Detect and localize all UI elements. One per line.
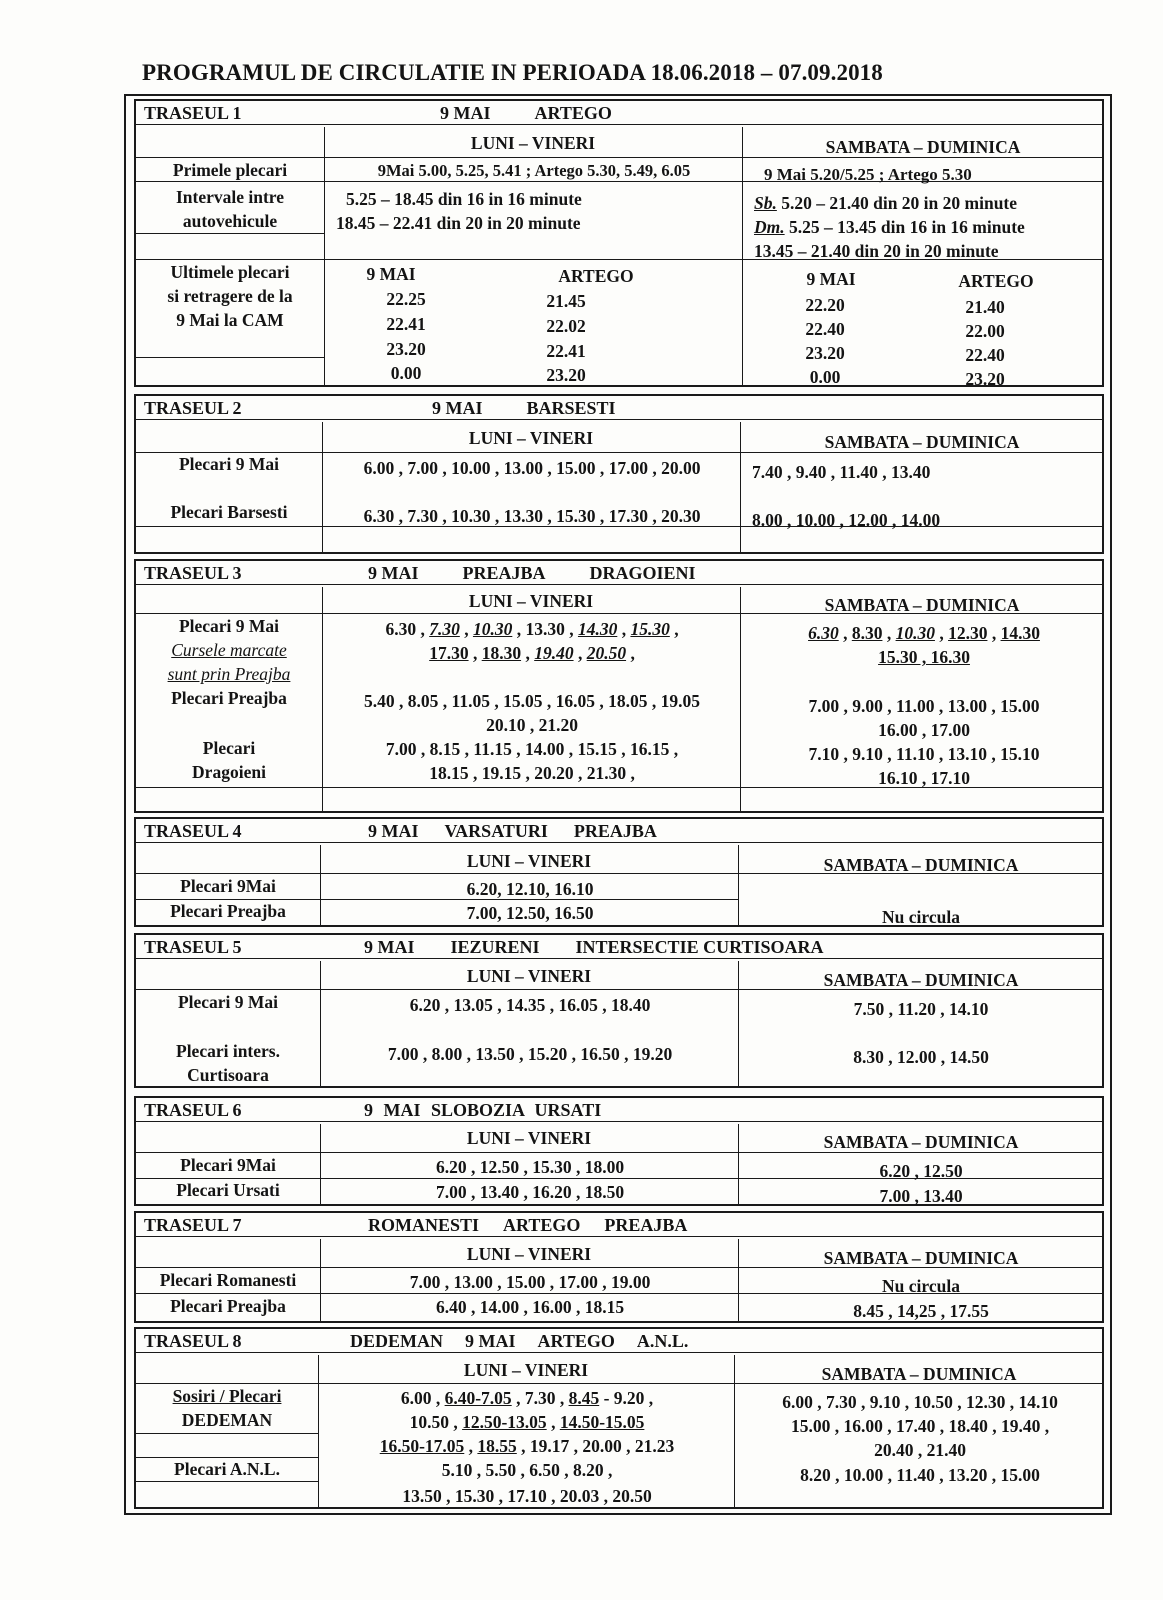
- departures-label: Curtisoara: [187, 1065, 269, 1085]
- departures-label: Plecari 9Mai: [180, 1155, 276, 1175]
- interval-weekend-sunday: [754, 215, 1025, 239]
- interval-weekdays: 18.45 – 22.41 din 20 in 20 minute: [336, 213, 581, 233]
- time-cell: 22.25: [386, 289, 426, 309]
- weekdays-heading: LUNI – VINERI: [466, 851, 592, 871]
- last-departures-label: si retragere de la: [167, 286, 293, 306]
- route-stop: 9 MAI: [465, 1331, 516, 1351]
- route-5-name: TRASEUL 5: [144, 937, 242, 957]
- departures-label: Dragoieni: [192, 762, 266, 782]
- time-cell: 23.20: [965, 369, 1005, 389]
- departures-weekend: 7.00 , 13.40: [879, 1186, 963, 1206]
- route-stop: ARTEGO: [503, 1215, 581, 1235]
- weekend-heading: SAMBATA – DUMINICA: [825, 137, 1021, 157]
- departures-weekdays: 7.00, 12.50, 16.50: [466, 903, 594, 923]
- time-via-preajba: 20.50: [586, 643, 627, 663]
- route-4-header: [136, 819, 1102, 843]
- saturday-abbrev: Sb.: [754, 193, 777, 213]
- departures-weekdays: 7.00 , 13.00 , 15.00 , 17.00 , 19.00: [409, 1272, 651, 1292]
- departures-weekend: 7.40 , 9.40 , 11.40 , 13.40: [752, 462, 931, 482]
- weekdays-heading: LUNI – VINERI: [463, 1360, 589, 1380]
- last-departures-label: 9 Mai la CAM: [176, 310, 284, 330]
- time-cell: 21.45: [546, 291, 586, 311]
- weekend-heading: SAMBATA – DUMINICA: [824, 595, 1020, 615]
- time-cell: 23.20: [546, 365, 586, 385]
- departures-label: Plecari Preajba: [170, 901, 286, 921]
- departures-label: DEDEMAN: [181, 1410, 273, 1430]
- first-departures-label: Primele plecari: [172, 160, 288, 180]
- route-stop: DRAGOIENI: [589, 563, 696, 583]
- route-stop: A.N.L.: [636, 1331, 689, 1351]
- time: 7.30: [524, 1388, 556, 1408]
- departures-weekdays: 10.50 , 12.50-13.05 , 14.50-15.05: [409, 1412, 645, 1432]
- route-stop: IEZURENI: [450, 937, 540, 957]
- weekend-heading: SAMBATA – DUMINICA: [824, 432, 1020, 452]
- time-cell: 22.40: [965, 345, 1005, 365]
- departures-weekend: 8.00 , 10.00 , 12.00 , 14.00: [752, 510, 941, 530]
- interval-weekend-sunday: 13.45 – 21.40 din 20 in 20 minute: [754, 241, 999, 261]
- time-cell: 22.41: [386, 314, 426, 334]
- route-8-header: [136, 1329, 1102, 1353]
- departures-weekdays: 6.20 , 12.50 , 15.30 , 18.00: [435, 1157, 625, 1177]
- time-via-preajba: 19.40: [534, 643, 574, 663]
- route-1-table: [134, 99, 1104, 387]
- departures-label: Plecari 9 Mai: [178, 454, 280, 474]
- route-stop: ROMANESTI: [368, 1215, 480, 1235]
- time-via-preajba: 8.30: [851, 623, 883, 643]
- weekdays-heading: LUNI – VINERI: [466, 966, 592, 986]
- time-range: 12.50-13.05: [462, 1412, 547, 1432]
- departures-weekdays: 20.10 , 21.20: [486, 715, 578, 735]
- time-cell: 22.20: [805, 295, 845, 315]
- departures-weekend: 8.45 , 14,25 , 17.55: [853, 1301, 989, 1321]
- weekdays-heading: LUNI – VINERI: [466, 1128, 592, 1148]
- time-via-preajba: 7.30: [429, 619, 460, 639]
- time-cell: 22.40: [805, 319, 845, 339]
- route-2-name: TRASEUL 2: [144, 398, 242, 418]
- departures-weekdays: 6.40 , 14.00 , 16.00 , 18.15: [435, 1297, 625, 1317]
- departures-weekdays: 6.00 , 7.00 , 10.00 , 13.00 , 15.00 , 17.00 , 20.00: [363, 458, 701, 478]
- time: 8.45: [568, 1388, 600, 1408]
- time-via-preajba: 17.30: [429, 643, 469, 663]
- departures-weekdays: 6.20, 12.10, 16.10: [466, 879, 594, 899]
- route-3-stops: [368, 562, 740, 584]
- route-7-name: TRASEUL 7: [144, 1215, 242, 1235]
- no-service-weekend: Nu circula: [882, 907, 960, 927]
- departures-weekdays: 6.20 , 13.05 , 14.35 , 16.05 , 18.40: [409, 995, 651, 1015]
- column-artego: ARTEGO: [958, 271, 1034, 291]
- departures-weekdays: 6.00 , 6.40-7.05 , 7.30 , 8.45 - 9.20 ,: [400, 1388, 654, 1408]
- route-5-stops: [364, 936, 867, 958]
- time-via-preajba: 14.30: [1000, 623, 1040, 643]
- time-cell: 21.40: [965, 297, 1005, 317]
- time-via-preajba: 10.30: [895, 623, 935, 643]
- first-departures-weekdays: 9Mai 5.00, 5.25, 5.41 ; Artego 5.30, 5.49, 6.05: [377, 161, 691, 180]
- departures-weekend: 16.00 , 17.00: [878, 720, 970, 740]
- route-6-stops: [364, 1099, 645, 1121]
- departures-weekdays: 6.30 , 7.30 , 10.30 , 13.30 , 14.30 , 15.30 ,: [385, 619, 679, 639]
- departures-weekdays: 7.00 , 8.00 , 13.50 , 15.20 , 16.50 , 19.20: [387, 1044, 673, 1064]
- departures-weekdays: 13.50 , 15.30 , 17.10 , 20.03 , 20.50: [402, 1486, 652, 1506]
- departures-weekend: 6.30 , 8.30 , 10.30 , 12.30 , 14.30: [808, 623, 1040, 643]
- sunday-abbrev: Dm.: [754, 217, 785, 237]
- interval-label: autovehicule: [182, 211, 278, 231]
- route-stop: PREAJBA: [604, 1215, 688, 1235]
- departures-weekend: 8.30 , 12.00 , 14.50: [853, 1047, 989, 1067]
- route-7-stops: [368, 1214, 731, 1236]
- time-via-preajba: 14.30: [577, 619, 618, 639]
- route-stop: VARSATURI: [444, 821, 548, 841]
- sunday-interval: 5.25 – 13.45 din 16 in 16 minute: [784, 217, 1025, 237]
- time: 20.00: [582, 1436, 622, 1456]
- weekdays-heading: LUNI – VINERI: [468, 428, 594, 448]
- time: 6.00: [400, 1388, 432, 1408]
- route-1-name: TRASEUL 1: [144, 103, 242, 123]
- weekdays-heading: LUNI – VINERI: [468, 591, 594, 611]
- route-4-table: [134, 817, 1104, 927]
- departures-label: Plecari: [202, 738, 256, 758]
- first-departures-weekend: 9 Mai 5.20/5.25 ; Artego 5.30: [764, 165, 972, 184]
- route-6-header: [136, 1098, 1102, 1122]
- time: 13.30: [525, 619, 565, 639]
- route-stop: INTERSECTIE CURTISOARA: [575, 937, 824, 957]
- route-6-table: [134, 1096, 1104, 1206]
- departures-weekend: 16.10 , 17.10: [878, 768, 970, 788]
- departures-label: Plecari 9 Mai: [178, 616, 280, 636]
- route-stop: 9 MAI: [368, 821, 419, 841]
- time-cell: 22.02: [546, 316, 586, 336]
- time-cell: 0.00: [809, 367, 841, 387]
- route-stop: ARTEGO: [537, 1331, 615, 1351]
- interval-weekend-saturday: [754, 191, 1017, 215]
- departures-weekdays: 5.10 , 5.50 , 6.50 , 8.20 ,: [441, 1460, 613, 1480]
- route-1-stops: [440, 102, 656, 124]
- time-range: 16.50-17.05: [379, 1436, 465, 1456]
- weekend-heading: SAMBATA – DUMINICA: [823, 970, 1019, 990]
- route-stop: PREAJBA: [462, 563, 546, 583]
- time: 18.55: [477, 1436, 517, 1456]
- route-1-header: [136, 101, 1102, 125]
- route-6-name: TRASEUL 6: [144, 1100, 242, 1120]
- route-stop: 9 MAI: [368, 563, 419, 583]
- column-9-mai: 9 MAI: [366, 264, 416, 284]
- departures-label: Plecari inters.: [176, 1041, 280, 1061]
- saturday-interval: 5.20 – 21.40 din 20 in 20 minute: [776, 193, 1018, 213]
- departures-label: Plecari 9Mai: [180, 876, 276, 896]
- departures-label: Plecari Barsesti: [170, 502, 288, 522]
- departures-label: Plecari A.N.L.: [174, 1459, 280, 1479]
- route-stop: 9 MAI: [432, 398, 483, 418]
- time-cell: 23.20: [805, 343, 845, 363]
- route-stop: 9 MAI: [440, 103, 491, 123]
- departures-weekdays: 18.15 , 19.15 , 20.20 , 21.30 ,: [429, 763, 635, 783]
- time-range: 14.50-15.05: [559, 1412, 645, 1432]
- departures-label: Plecari 9 Mai: [177, 992, 279, 1012]
- route-stop: PREAJBA: [573, 821, 657, 841]
- departures-weekend: 15.00 , 16.00 , 17.40 , 18.40 , 19.40 ,: [790, 1416, 1050, 1436]
- time-cell: 0.00: [390, 363, 422, 383]
- weekdays-heading: LUNI – VINERI: [466, 1244, 592, 1264]
- route-4-stops: [368, 820, 701, 842]
- time-cell: 22.41: [546, 341, 586, 361]
- route-7-header: [136, 1213, 1102, 1237]
- no-service-weekend: Nu circula: [882, 1276, 960, 1296]
- route-8-stops: [350, 1330, 732, 1352]
- last-departures-label: Ultimele plecari: [170, 262, 290, 282]
- weekend-heading: SAMBATA – DUMINICA: [823, 1248, 1019, 1268]
- time-cell: 23.20: [386, 339, 426, 359]
- route-stop: BARSESTI: [526, 398, 616, 418]
- time-via-preajba: 10.30: [472, 619, 513, 639]
- departures-weekend: 15.30 , 16.30: [878, 647, 970, 667]
- preajba-note: Cursele marcate: [171, 640, 287, 660]
- time: 10.50: [409, 1412, 449, 1432]
- route-stop: DEDEMAN: [350, 1331, 443, 1351]
- route-stop: 9 MAI SLOBOZIA URSATI: [364, 1100, 602, 1120]
- time: 19.17: [529, 1436, 570, 1456]
- route-8-name: TRASEUL 8: [144, 1331, 242, 1351]
- departures-weekend: 6.00 , 7.30 , 9.10 , 10.50 , 12.30 , 14.10: [782, 1392, 1058, 1412]
- time-range: 6.40-7.05: [444, 1388, 512, 1408]
- preajba-note: sunt prin Preajba: [167, 664, 291, 684]
- departures-label: Plecari Romanesti: [159, 1270, 297, 1290]
- departures-weekend: 7.50 , 11.20 , 14.10: [853, 999, 989, 1019]
- time-via-preajba: 15.30: [630, 619, 670, 639]
- departures-weekend: 20.40 , 21.40: [874, 1440, 966, 1460]
- weekend-heading: SAMBATA – DUMINICA: [823, 855, 1019, 875]
- route-3-table: [134, 559, 1104, 813]
- departures-weekdays: 7.00 , 8.15 , 11.15 , 14.00 , 15.15 , 16.15 ,: [385, 739, 679, 759]
- route-2-stops: [432, 397, 660, 419]
- time-via-preajba: 6.30: [808, 623, 839, 643]
- route-5-header: [136, 935, 1102, 959]
- weekend-heading: SAMBATA – DUMINICA: [823, 1132, 1019, 1152]
- route-2-table: [134, 394, 1104, 554]
- weekend-heading: SAMBATA – DUMINICA: [821, 1364, 1017, 1384]
- route-stop: 9 MAI: [364, 937, 415, 957]
- departures-weekend: 7.00 , 9.00 , 11.00 , 13.00 , 15.00: [808, 696, 1040, 716]
- page-title: PROGRAMUL DE CIRCULATIE IN PERIOADA 18.06.2018 – 07.09.2018: [142, 60, 883, 85]
- departures-label: Sosiri / Plecari: [172, 1386, 282, 1406]
- departures-weekend: 8.20 , 10.00 , 11.40 , 13.20 , 15.00: [800, 1465, 1040, 1485]
- time: 21.23: [634, 1436, 675, 1456]
- departures-label: Plecari Preajba: [170, 1296, 286, 1316]
- route-8-table: [134, 1327, 1104, 1509]
- route-3-header: [136, 561, 1102, 585]
- weekdays-heading: LUNI – VINERI: [470, 133, 596, 153]
- interval-weekdays: 5.25 – 18.45 din 16 in 16 minute: [346, 189, 582, 209]
- time-via-preajba: 18.30: [481, 643, 522, 663]
- departures-weekdays: 7.00 , 13.40 , 16.20 , 18.50: [435, 1182, 625, 1202]
- departures-weekdays: 17.30 , 18.30 , 19.40 , 20.50 ,: [429, 643, 635, 663]
- route-5-table: [134, 933, 1104, 1088]
- departures-weekdays: 5.40 , 8.05 , 11.05 , 15.05 , 16.05 , 18.05 , 19.05: [364, 691, 700, 711]
- interval-label: Intervale intre: [175, 187, 285, 207]
- departures-label: Plecari Preajba: [171, 688, 287, 708]
- route-4-name: TRASEUL 4: [144, 821, 242, 841]
- departures-weekend: 7.10 , 9.10 , 11.10 , 13.10 , 15.10: [808, 744, 1040, 764]
- time: 9.20: [613, 1388, 645, 1408]
- route-stop: ARTEGO: [534, 103, 612, 123]
- time-via-preajba: 12.30: [948, 623, 988, 643]
- departures-weekdays: 6.30 , 7.30 , 10.30 , 13.30 , 15.30 , 17.30 , 20.30: [363, 506, 701, 526]
- time: 6.30: [385, 619, 417, 639]
- route-2-header: [136, 396, 1102, 420]
- column-9-mai: 9 MAI: [806, 269, 856, 289]
- route-3-name: TRASEUL 3: [144, 563, 242, 583]
- column-artego: ARTEGO: [558, 266, 634, 286]
- departures-label: Plecari Ursati: [176, 1180, 280, 1200]
- departures-weekdays: 16.50-17.05 , 18.55 , 19.17 , 20.00 , 21.23: [379, 1436, 675, 1456]
- route-7-table: [134, 1211, 1104, 1323]
- departures-weekend: 6.20 , 12.50: [879, 1161, 963, 1181]
- time-cell: 22.00: [965, 321, 1005, 341]
